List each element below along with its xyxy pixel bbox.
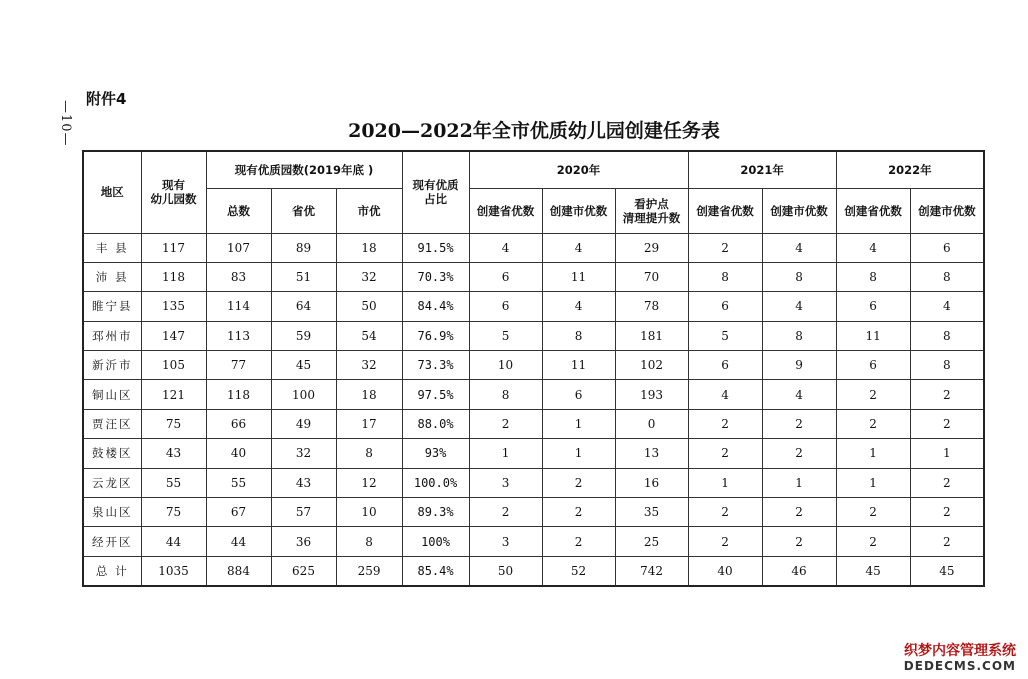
existing-cell: 117 xyxy=(141,233,206,262)
header-year-2022: 2022年 xyxy=(836,151,984,188)
header-2020-create-municipal: 创建市优数 xyxy=(542,188,615,233)
y2022-municipal-cell: 8 xyxy=(910,321,984,350)
y2021-provincial-cell: 5 xyxy=(688,321,762,350)
existing-cell: 147 xyxy=(141,321,206,350)
y2021-provincial-cell: 1 xyxy=(688,468,762,497)
existing-cell: 55 xyxy=(141,468,206,497)
y2020-care-points-cell: 70 xyxy=(615,262,688,291)
provincial-cell: 625 xyxy=(271,556,336,585)
y2020-care-points-cell: 0 xyxy=(615,409,688,438)
y2020-care-points-cell: 742 xyxy=(615,556,688,585)
total-cell: 118 xyxy=(206,380,271,409)
y2021-municipal-cell: 46 xyxy=(762,556,836,585)
table-row xyxy=(83,409,984,438)
municipal-cell: 32 xyxy=(336,262,402,291)
page-number: —10— xyxy=(58,100,73,147)
region-cell: 沛 县 xyxy=(83,262,141,291)
existing-cell: 43 xyxy=(141,439,206,468)
total-cell: 107 xyxy=(206,233,271,262)
table-row xyxy=(83,468,984,497)
y2020-provincial-cell: 5 xyxy=(469,321,542,350)
existing-cell: 118 xyxy=(141,262,206,291)
header-year-2020: 2020年 xyxy=(469,151,688,188)
existing-cell: 121 xyxy=(141,380,206,409)
header-total: 总数 xyxy=(206,188,271,233)
y2020-provincial-cell: 6 xyxy=(469,292,542,321)
total-cell: 83 xyxy=(206,262,271,291)
y2021-provincial-cell: 2 xyxy=(688,439,762,468)
y2022-municipal-cell: 2 xyxy=(910,380,984,409)
table-row xyxy=(83,351,984,380)
provincial-cell: 57 xyxy=(271,498,336,527)
table-row xyxy=(83,380,984,409)
region-cell: 邳州市 xyxy=(83,321,141,350)
header-2020-care-points: 看护点 清理提升数 xyxy=(615,188,688,233)
y2020-municipal-cell: 8 xyxy=(542,321,615,350)
total-cell: 884 xyxy=(206,556,271,585)
y2020-provincial-cell: 2 xyxy=(469,498,542,527)
header-2022-create-provincial: 创建省优数 xyxy=(836,188,910,233)
provincial-cell: 64 xyxy=(271,292,336,321)
y2022-provincial-cell: 4 xyxy=(836,233,910,262)
page-title: 2020—2022年全市优质幼儿园创建任务表 xyxy=(348,120,720,142)
existing-cell: 135 xyxy=(141,292,206,321)
y2022-municipal-cell: 2 xyxy=(910,409,984,438)
y2020-care-points-cell: 78 xyxy=(615,292,688,321)
header-quality-group: 现有优质园数(2019年底 ) xyxy=(206,151,402,188)
provincial-cell: 43 xyxy=(271,468,336,497)
region-cell: 新沂市 xyxy=(83,351,141,380)
ratio-cell: 93% xyxy=(402,439,469,468)
header-2021-create-provincial: 创建省优数 xyxy=(688,188,762,233)
y2022-municipal-cell: 2 xyxy=(910,468,984,497)
y2021-municipal-cell: 2 xyxy=(762,439,836,468)
y2022-provincial-cell: 2 xyxy=(836,498,910,527)
y2021-provincial-cell: 6 xyxy=(688,351,762,380)
existing-cell: 75 xyxy=(141,409,206,438)
ratio-cell: 76.9% xyxy=(402,321,469,350)
y2022-municipal-cell: 1 xyxy=(910,439,984,468)
y2020-municipal-cell: 11 xyxy=(542,262,615,291)
total-cell: 114 xyxy=(206,292,271,321)
y2020-municipal-cell: 2 xyxy=(542,468,615,497)
y2020-care-points-cell: 35 xyxy=(615,498,688,527)
total-cell: 55 xyxy=(206,468,271,497)
table-body xyxy=(83,233,984,586)
y2021-municipal-cell: 8 xyxy=(762,262,836,291)
y2020-care-points-cell: 13 xyxy=(615,439,688,468)
municipal-cell: 12 xyxy=(336,468,402,497)
ratio-cell: 88.0% xyxy=(402,409,469,438)
ratio-cell: 100% xyxy=(402,527,469,556)
y2020-municipal-cell: 52 xyxy=(542,556,615,585)
provincial-cell: 89 xyxy=(271,233,336,262)
y2020-municipal-cell: 2 xyxy=(542,527,615,556)
region-cell: 鼓楼区 xyxy=(83,439,141,468)
y2020-municipal-cell: 4 xyxy=(542,233,615,262)
attachment-label: 附件4 xyxy=(86,90,127,108)
existing-cell: 75 xyxy=(141,498,206,527)
y2020-provincial-cell: 1 xyxy=(469,439,542,468)
y2022-municipal-cell: 45 xyxy=(910,556,984,585)
y2021-municipal-cell: 2 xyxy=(762,527,836,556)
y2020-care-points-cell: 25 xyxy=(615,527,688,556)
municipal-cell: 54 xyxy=(336,321,402,350)
existing-cell: 1035 xyxy=(141,556,206,585)
ratio-cell: 91.5% xyxy=(402,233,469,262)
municipal-cell: 8 xyxy=(336,439,402,468)
table-row xyxy=(83,321,984,350)
ratio-cell: 100.0% xyxy=(402,468,469,497)
region-cell: 泉山区 xyxy=(83,498,141,527)
y2021-municipal-cell: 4 xyxy=(762,380,836,409)
y2020-provincial-cell: 6 xyxy=(469,262,542,291)
municipal-cell: 8 xyxy=(336,527,402,556)
provincial-cell: 32 xyxy=(271,439,336,468)
y2022-provincial-cell: 8 xyxy=(836,262,910,291)
provincial-cell: 45 xyxy=(271,351,336,380)
municipal-cell: 10 xyxy=(336,498,402,527)
region-cell: 云龙区 xyxy=(83,468,141,497)
y2020-provincial-cell: 2 xyxy=(469,409,542,438)
table-row xyxy=(83,439,984,468)
municipal-cell: 50 xyxy=(336,292,402,321)
provincial-cell: 51 xyxy=(271,262,336,291)
total-cell: 40 xyxy=(206,439,271,468)
table-row xyxy=(83,262,984,291)
municipal-cell: 18 xyxy=(336,380,402,409)
region-cell: 贾汪区 xyxy=(83,409,141,438)
provincial-cell: 49 xyxy=(271,409,336,438)
header-2021-create-municipal: 创建市优数 xyxy=(762,188,836,233)
total-cell: 44 xyxy=(206,527,271,556)
y2020-care-points-cell: 29 xyxy=(615,233,688,262)
y2020-provincial-cell: 3 xyxy=(469,468,542,497)
y2021-provincial-cell: 2 xyxy=(688,409,762,438)
header-2022-create-municipal: 创建市优数 xyxy=(910,188,984,233)
region-cell: 丰 县 xyxy=(83,233,141,262)
ratio-cell: 73.3% xyxy=(402,351,469,380)
y2021-municipal-cell: 2 xyxy=(762,409,836,438)
task-table xyxy=(82,150,985,587)
y2021-provincial-cell: 2 xyxy=(688,233,762,262)
ratio-cell: 85.4% xyxy=(402,556,469,585)
y2021-provincial-cell: 2 xyxy=(688,498,762,527)
table-row xyxy=(83,292,984,321)
y2022-provincial-cell: 1 xyxy=(836,468,910,497)
y2021-municipal-cell: 4 xyxy=(762,233,836,262)
ratio-cell: 89.3% xyxy=(402,498,469,527)
y2022-provincial-cell: 45 xyxy=(836,556,910,585)
municipal-cell: 17 xyxy=(336,409,402,438)
ratio-cell: 70.3% xyxy=(402,262,469,291)
y2020-municipal-cell: 11 xyxy=(542,351,615,380)
y2022-municipal-cell: 8 xyxy=(910,262,984,291)
header-region: 地区 xyxy=(83,151,141,233)
ratio-cell: 97.5% xyxy=(402,380,469,409)
table-row xyxy=(83,498,984,527)
y2022-provincial-cell: 6 xyxy=(836,292,910,321)
total-cell: 113 xyxy=(206,321,271,350)
header-existing-kindergartens: 现有 幼儿园数 xyxy=(141,151,206,233)
total-cell: 66 xyxy=(206,409,271,438)
provincial-cell: 36 xyxy=(271,527,336,556)
watermark-cn: 织梦内容管理系统 xyxy=(904,643,1016,659)
region-cell: 铜山区 xyxy=(83,380,141,409)
existing-cell: 105 xyxy=(141,351,206,380)
table-row xyxy=(83,527,984,556)
municipal-cell: 259 xyxy=(336,556,402,585)
y2021-provincial-cell: 6 xyxy=(688,292,762,321)
y2020-municipal-cell: 1 xyxy=(542,409,615,438)
y2020-provincial-cell: 3 xyxy=(469,527,542,556)
y2021-municipal-cell: 8 xyxy=(762,321,836,350)
y2021-provincial-cell: 8 xyxy=(688,262,762,291)
y2022-municipal-cell: 8 xyxy=(910,351,984,380)
y2020-care-points-cell: 193 xyxy=(615,380,688,409)
y2022-provincial-cell: 1 xyxy=(836,439,910,468)
y2020-municipal-cell: 6 xyxy=(542,380,615,409)
y2020-provincial-cell: 4 xyxy=(469,233,542,262)
y2021-municipal-cell: 1 xyxy=(762,468,836,497)
y2021-municipal-cell: 4 xyxy=(762,292,836,321)
provincial-cell: 100 xyxy=(271,380,336,409)
y2021-provincial-cell: 4 xyxy=(688,380,762,409)
existing-cell: 44 xyxy=(141,527,206,556)
y2021-municipal-cell: 9 xyxy=(762,351,836,380)
y2022-provincial-cell: 6 xyxy=(836,351,910,380)
y2020-provincial-cell: 50 xyxy=(469,556,542,585)
y2020-municipal-cell: 1 xyxy=(542,439,615,468)
provincial-cell: 59 xyxy=(271,321,336,350)
y2022-provincial-cell: 2 xyxy=(836,527,910,556)
ratio-cell: 84.4% xyxy=(402,292,469,321)
y2020-municipal-cell: 4 xyxy=(542,292,615,321)
region-cell: 总 计 xyxy=(83,556,141,585)
y2022-provincial-cell: 11 xyxy=(836,321,910,350)
region-cell: 睢宁县 xyxy=(83,292,141,321)
header-quality-ratio: 现有优质 占比 xyxy=(402,151,469,233)
header-provincial: 省优 xyxy=(271,188,336,233)
y2020-care-points-cell: 16 xyxy=(615,468,688,497)
y2020-provincial-cell: 10 xyxy=(469,351,542,380)
region-cell: 经开区 xyxy=(83,527,141,556)
y2022-municipal-cell: 6 xyxy=(910,233,984,262)
y2022-provincial-cell: 2 xyxy=(836,380,910,409)
y2020-care-points-cell: 102 xyxy=(615,351,688,380)
y2022-provincial-cell: 2 xyxy=(836,409,910,438)
y2021-municipal-cell: 2 xyxy=(762,498,836,527)
y2022-municipal-cell: 4 xyxy=(910,292,984,321)
municipal-cell: 18 xyxy=(336,233,402,262)
table-row xyxy=(83,233,984,262)
y2022-municipal-cell: 2 xyxy=(910,498,984,527)
total-cell: 67 xyxy=(206,498,271,527)
table-row xyxy=(83,556,984,585)
y2021-provincial-cell: 2 xyxy=(688,527,762,556)
municipal-cell: 32 xyxy=(336,351,402,380)
y2020-care-points-cell: 181 xyxy=(615,321,688,350)
y2020-municipal-cell: 2 xyxy=(542,498,615,527)
total-cell: 77 xyxy=(206,351,271,380)
watermark-en: DEDECMS.COM xyxy=(903,659,1016,673)
header-municipal: 市优 xyxy=(336,188,402,233)
y2021-provincial-cell: 40 xyxy=(688,556,762,585)
y2020-provincial-cell: 8 xyxy=(469,380,542,409)
header-year-2021: 2021年 xyxy=(688,151,836,188)
y2022-municipal-cell: 2 xyxy=(910,527,984,556)
header-2020-create-provincial: 创建省优数 xyxy=(469,188,542,233)
